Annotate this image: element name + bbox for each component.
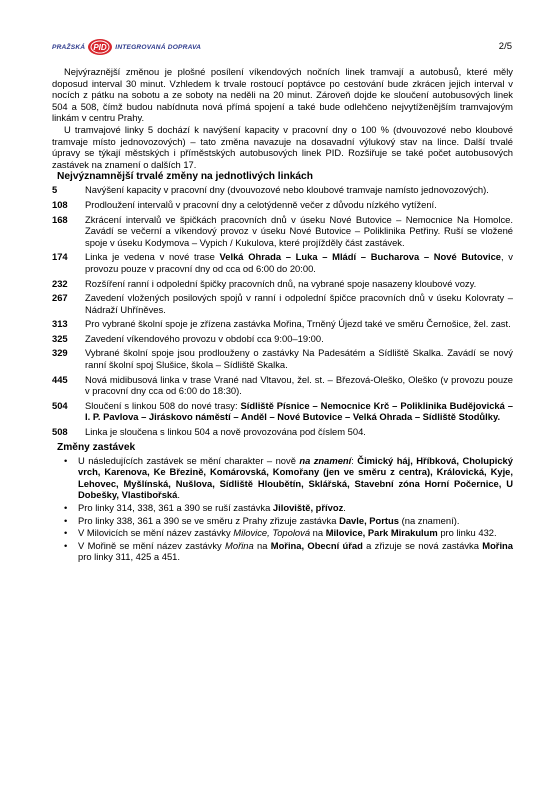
lines-section-heading: Nejvýznamnější trvalé změny na jednotlivých linkách [57,171,313,183]
line-description: Pro vybrané školní spoje je zřízena zastávka Mořina, Trněný Újezd také ve směru Černošice, žel. zast. [85,318,511,330]
line-row [52,278,513,290]
item-text: U následujících zastávek se mění charakter – nově [78,454,300,466]
page-number: 2/5 [498,41,512,52]
item-stop-names: Čimický háj, Hříbková, Cholupický vrch, Karenova, Ke Březině, Komárovská, Komořany (jen ve směru z centra), Královická, Kyje, Lehovec, Myšlínská, Nušlova, Sídliště Hloubětín, Sklářská, Stavební zóna Horní Počernice, U Dobešky, Vlastibořská [78,454,513,501]
line-row [52,214,513,249]
item-text: na [253,539,271,551]
list-item [64,502,513,514]
item-old-name: Milovice, Topolová [233,527,311,539]
line-row [52,292,513,315]
item-text: (na znamení). [399,514,460,526]
item-stop-name: Davle, Portus [339,514,399,526]
bullet: • [64,527,68,539]
line-description: Nová midibusová linka v trase Vrané nad Vltavou, žel. st. – Březová-Oleško, Oleško (v provozu pouze v pracovní dny cca od 6:00 do 18:30). [85,373,513,397]
item-text: . [177,489,180,501]
line-number: 313 [52,318,68,330]
intro-paragraph-2: U tramvajové linky 5 dochází k navýšení kapacity v pracovní dny o 100 % (dvouvozové nebo kloubové tramvaje místo jednovozových) – tato změna navazuje na dosavadní výlukový stav na lince. Další trvalé úpravy se týkají městských i příměstských autobusových linek PID. Rozšiřuje se také počet autobusových zastávek na znamení o dalších 17. [52,123,513,170]
item-emphasis: na znamení [299,454,352,466]
line-number: 108 [52,198,68,210]
line-number: 329 [52,347,68,359]
line-text: Sloučení s linkou 508 do nové trasy: [85,399,241,411]
line-description: Prodloužení intervalů v pracovní dny a celotýdenně večer z důvodu nízkého vytížení. [85,198,437,210]
line-number: 168 [52,213,68,225]
line-route: Velká Ohrada – Luka – Mládí – Bucharova – Nové Butovice [219,251,501,263]
line-description: Navýšení kapacity v pracovní dny (dvouvozové nebo kloubové tramvaje namísto jednovozových). [85,184,489,196]
line-row [52,184,513,196]
line-changes-list [52,184,513,437]
item-text: : [351,454,358,466]
item-old-name: Mořina [225,539,254,551]
document-body [52,66,513,564]
item-text: a zřizuje se nová zastávka [362,539,483,551]
line-row [52,400,513,423]
stop-changes-list [52,455,513,563]
line-row [52,347,513,370]
list-item [64,527,513,539]
pid-logo [52,37,201,57]
line-description: Zavedení vložených posilových spojů v ranní i odpolední špičce pracovních dnů v úseku Kolovraty – Nádraží Uhříněves. [85,292,513,315]
line-number: 174 [52,251,68,263]
line-text: Linka je vedena v nové trase [85,251,220,263]
line-description [85,251,513,274]
list-item [64,514,513,527]
item-text: V Mořině se mění název zastávky [78,539,226,551]
item-text: . [343,502,346,513]
line-description [85,400,513,423]
bullet: • [64,502,68,513]
line-row [52,426,513,438]
item-text: V Milovicích se mění název zastávky [78,527,234,539]
line-number: 232 [52,277,68,289]
line-number: 504 [52,399,68,411]
bullet: • [64,539,68,551]
line-description: Linka je sloučena s linkou 504 a nově provozována pod číslem 504. [85,426,366,438]
item-text: Pro linky 338, 361 a 390 se ve směru z Prahy zřizuje zastávka [78,514,340,526]
line-description: Vybrané školní spoje jsou prodlouženy o zastávky Na Padesátém a Sídliště Skalka. Zavádí se nový ranní školní spoj Slušice, škola – Sídliště Skalka. [85,347,513,371]
item-stop-name: Milovice, Park Mirakulum [325,527,438,539]
item-text: na [310,527,326,539]
line-number: 508 [52,426,68,438]
item-text: pro linky 311, 425 a 451. [78,551,180,563]
item-stop-name: Mořina [482,539,513,551]
line-number: 267 [52,292,68,304]
line-row [52,333,513,345]
logo-text: PID [93,43,107,52]
line-description: Zavedení víkendového provozu v období cca 9:00–19:00. [85,332,324,344]
line-number: 445 [52,373,68,385]
intro-paragraph-1: Nejvýraznější změnou je plošné posílení víkendových nočních linek tramvají a autobusů, které měly doposud interval 30 minut. Vzhledem k trvale rostoucí poptávce po cestování bude zkrácen jejich interval v nocích z pátku na sobotu a ze soboty na neděli na 20 minut. Zároveň dojde ke sloučení autobusových linek 504 a 508, čímž budou nabídnuta nová přímá spojení a také bude odlehčeno nejvytíženějším tramvajovým linkám v centru Prahy. [52,66,513,124]
bullet: • [64,454,68,466]
line-number: 325 [52,332,68,344]
line-row [52,199,513,211]
page-header [52,37,512,57]
list-item [64,454,513,501]
bullet: • [64,514,68,526]
pid-logo-icon [87,38,113,56]
item-stop-name: Mořina, Obecní úřad [270,539,363,551]
line-row [52,251,513,274]
item-stop-name: Jiloviště, přívoz [272,502,344,513]
line-row [52,318,513,330]
item-text: Pro linky 314, 338, 361 a 390 se ruší zastávka [78,502,273,513]
line-number: 5 [52,184,58,196]
stops-section-heading: Změny zastávek [57,441,136,453]
list-item [64,539,513,563]
logo-brand-right: INTEGROVANÁ DOPRAVA [115,43,202,51]
item-text: pro linku 432. [437,527,497,539]
line-text: , v provozu pouze v pracovní dny od cca od 6:00 do 20:00. [85,251,513,274]
logo-brand-left: PRAŽSKÁ [52,43,86,51]
line-route: Sídliště Písnice – Nemocnice Krč – Poliklinika Budějovická – I. P. Pavlova – Jiráskovo náměstí – Anděl – Nové Butovice – Velká Ohrada – Sídliště Stodůlky. [85,399,513,423]
line-description: Zkrácení intervalů ve špičkách pracovních dnů v úseku Nové Butovice – Nemocnice Na Homolce. Zavádí se večerní a víkendový provoz v úseku Nové Butovice – Poliklinika Petřiny. Ruší se vložené spoje v úseku Kodymova – Vypich / Kukulova, které projížděly část zastávek. [85,213,513,248]
line-row [52,374,513,397]
line-description: Rozšíření ranní i odpolední špičky pracovních dnů, na vybrané spoje nasazeny kloubové vozy. [85,277,477,289]
